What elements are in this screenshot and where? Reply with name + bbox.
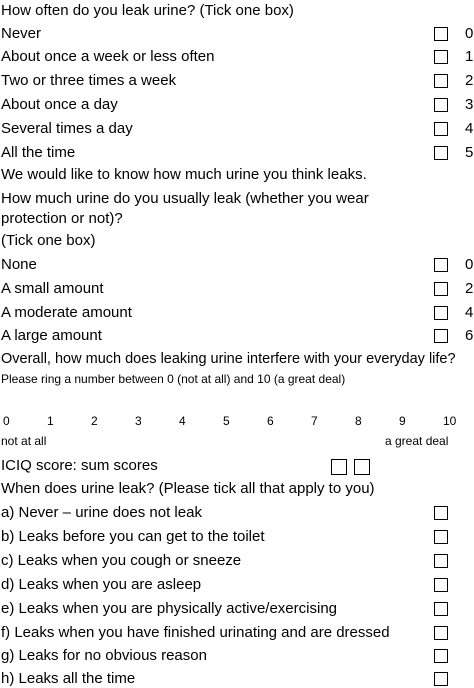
scale-number-10[interactable]: 10 (443, 414, 457, 428)
scale-number-3[interactable]: 3 (135, 414, 142, 428)
q2-option-score: 2 (465, 280, 474, 297)
iciq-score-label: ICIQ score: sum scores (1, 457, 158, 474)
q2-intro: We would like to know how much urine you think leaks. (1, 166, 367, 183)
q1-checkbox[interactable] (434, 74, 448, 88)
q2-option-score: 6 (465, 327, 474, 344)
q4-option-label: b) Leaks before you can get to the toilet (1, 528, 265, 545)
q4-option-label: d) Leaks when you are asleep (1, 576, 202, 593)
q1-checkbox[interactable] (434, 122, 448, 136)
scale-number-7[interactable]: 7 (311, 414, 318, 428)
q1-option-label: Never (1, 25, 42, 42)
q2-checkbox[interactable] (434, 329, 448, 343)
q2-question-line1: How much urine do you usually leak (whether you wear (1, 190, 369, 207)
q1-option-label: About once a week or less often (1, 48, 215, 65)
scale-number-8[interactable]: 8 (355, 414, 362, 428)
q2-option-label: A moderate amount (1, 304, 132, 321)
scale-number-1[interactable]: 1 (47, 414, 54, 428)
q1-option-label: Several times a day (1, 120, 133, 137)
scale-number-0[interactable]: 0 (3, 414, 10, 428)
scale-number-5[interactable]: 5 (223, 414, 230, 428)
q3-instruction: Please ring a number between 0 (not at all) and 10 (a great deal) (1, 372, 346, 386)
q2-option-label: A small amount (1, 280, 104, 297)
q4-checkbox[interactable] (434, 602, 448, 616)
q3-question: Overall, how much does leaking urine interfere with your everyday life? (1, 351, 456, 367)
q4-checkbox[interactable] (434, 649, 448, 663)
scale-number-2[interactable]: 2 (91, 414, 98, 428)
q4-checkbox[interactable] (434, 672, 448, 686)
q1-option-score: 1 (465, 48, 474, 65)
scale-high-label: a great deal (385, 434, 449, 448)
q1-title: How often do you leak urine? (Tick one box) (1, 2, 294, 19)
q2-instruction: (Tick one box) (1, 232, 96, 249)
q4-checkbox[interactable] (434, 530, 448, 544)
q4-checkbox[interactable] (434, 578, 448, 592)
q1-option-score: 5 (465, 144, 474, 161)
score-digit-box-2[interactable] (354, 459, 370, 475)
q1-checkbox[interactable] (434, 146, 448, 160)
q2-option-label: None (1, 256, 37, 273)
score-digit-box-1[interactable] (331, 459, 347, 475)
scale-low-label: not at all (1, 434, 47, 448)
q4-option-label: e) Leaks when you are physically active/exercising (1, 600, 337, 617)
q2-option-score: 0 (465, 256, 474, 273)
q1-option-score: 3 (465, 96, 474, 113)
scale-number-6[interactable]: 6 (267, 414, 274, 428)
q1-option-label: Two or three times a week (1, 72, 177, 89)
q1-checkbox[interactable] (434, 50, 448, 64)
q2-question-line2: protection or not)? (1, 210, 123, 227)
q2-checkbox[interactable] (434, 282, 448, 296)
q1-option-label: About once a day (1, 96, 118, 113)
q1-checkbox[interactable] (434, 98, 448, 112)
q1-option-score: 2 (465, 72, 474, 89)
scale-number-9[interactable]: 9 (399, 414, 406, 428)
q2-option-score: 4 (465, 304, 474, 321)
q4-option-label: g) Leaks for no obvious reason (1, 647, 207, 664)
q1-option-score: 4 (465, 120, 474, 137)
q2-option-label: A large amount (1, 327, 102, 344)
scale-number-4[interactable]: 4 (179, 414, 186, 428)
q4-option-label: f) Leaks when you have finished urinating and are dressed (1, 624, 390, 641)
q1-option-label: All the time (1, 144, 76, 161)
q2-checkbox[interactable] (434, 258, 448, 272)
q4-checkbox[interactable] (434, 626, 448, 640)
q4-checkbox[interactable] (434, 506, 448, 520)
q4-option-label: a) Never – urine does not leak (1, 504, 202, 521)
q4-question: When does urine leak? (Please tick all that apply to you) (1, 480, 375, 497)
q4-option-label: h) Leaks all the time (1, 670, 136, 687)
q2-checkbox[interactable] (434, 306, 448, 320)
q1-checkbox[interactable] (434, 27, 448, 41)
q4-checkbox[interactable] (434, 554, 448, 568)
q1-option-score: 0 (465, 25, 474, 42)
q4-option-label: c) Leaks when you cough or sneeze (1, 552, 242, 569)
